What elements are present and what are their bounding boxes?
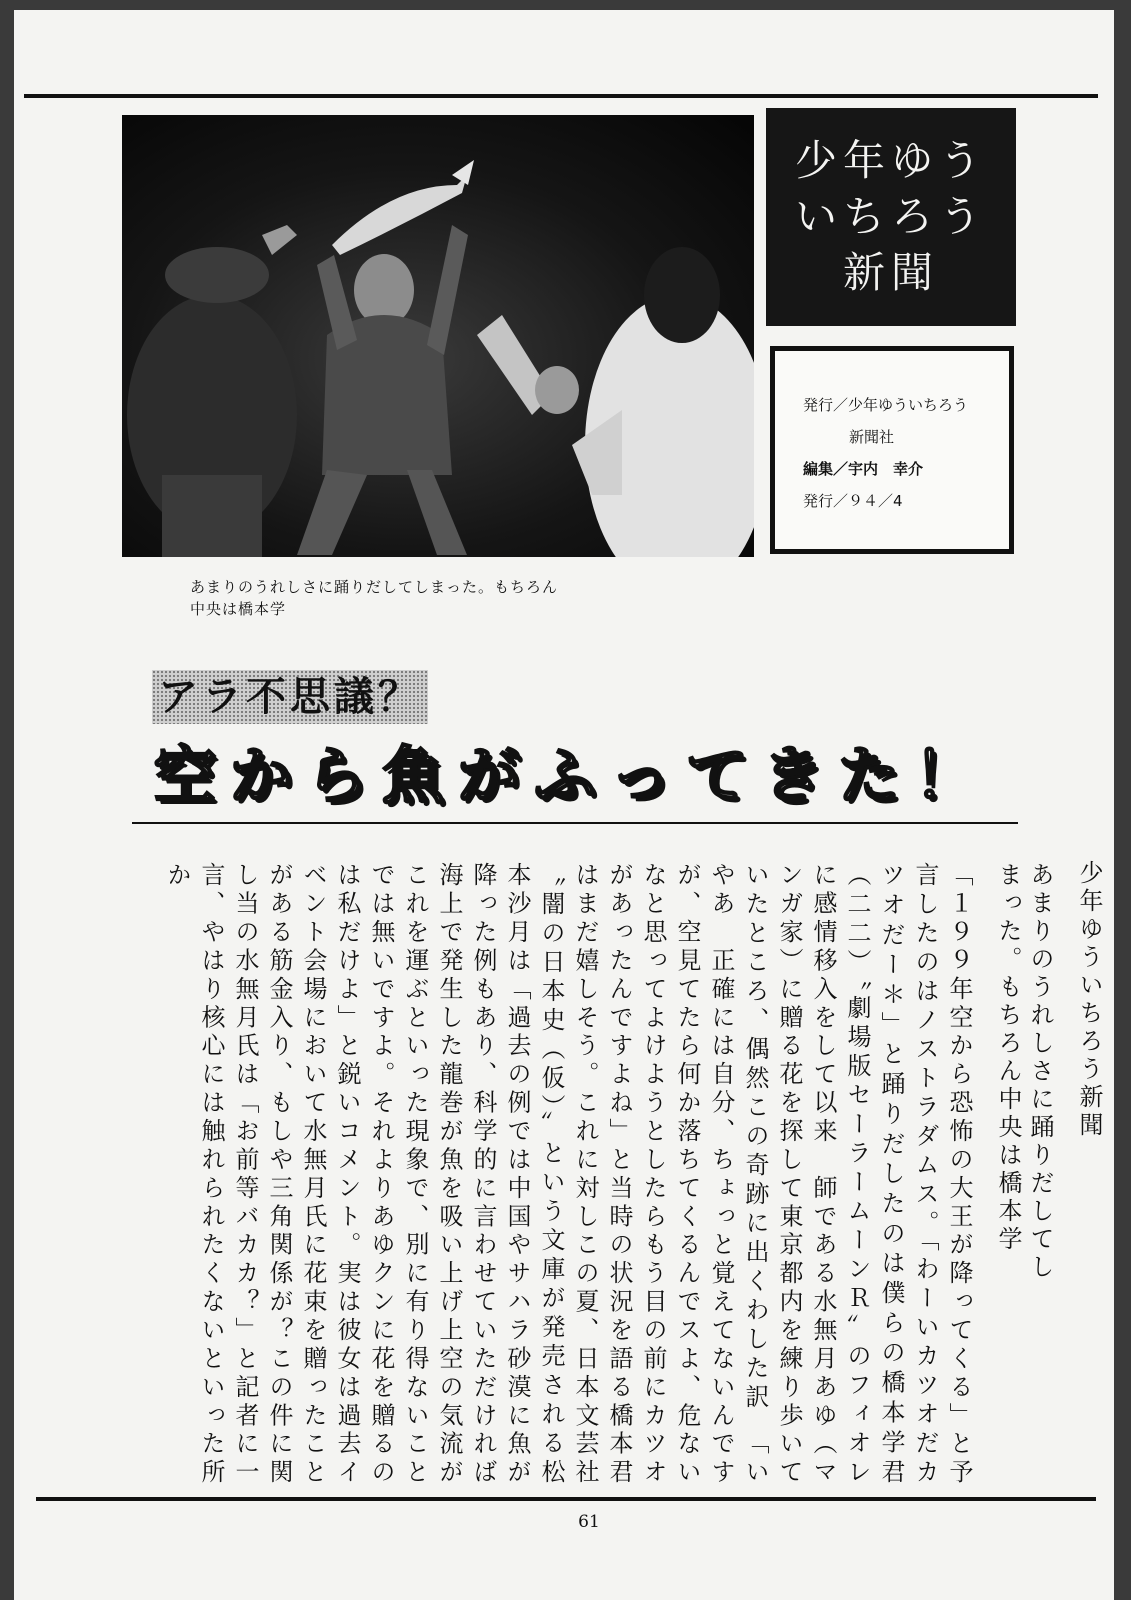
headline-rule [132,822,1018,824]
article-body: 「１９９年空から恐怖の大王が降ってくる」と予言したのはノストラダムス。「わーいカツオだカツオだー＊」と踊りだしたのは僕らの橋本学君（二二）〝劇場版セーラームーンＲ〟のフィオレに感情移入をして以来 師である水無月あゆ（マンガ家）に贈る花を探して東京都内を練り歩いていたところ、偶然この奇跡に出くわした訳 「いやあ 正確には自分、ちょっと覚えてないんですが、空見てたら何か落ちてくるんでスよ、危ないなと思ってよけようとしたらもう目の前にカツオがあったんですよね」と当時の状況を語る橋本君はまだ嬉しそう。これに対しこの夏、日本文芸社〝闇の日本史（仮）〟という文庫が発売される松本沙月は「過去の例では中国やサハラ砂漠に魚が降った例もあり、科学的に言わせていただければ海上で発生した龍巻が魚を吸い上げ上空の気流がこれを運ぶといった現象で、別に有り得ないことでは無いですよ。それよりあゆクンに花を贈るのは私だけよ」と鋭いコメント。実は彼女は過去イベント会場において水無月氏に花束を贈ったことがある筋金入り、もしや三角関係が？この件に関し当の水無月氏は「お前等バカカ？」と記者に一言、やはり核心には触れられたくないといった所か [163,862,973,1487]
main-headline: 空から魚がふってきた！ [154,739,991,812]
side-caption: あまりのうれしさに踊りだしてしまった。もちろん中央は橋本学 [994,862,1054,1282]
editor-line: 編集／宇内 幸介 [803,460,924,478]
masthead-title [766,108,1016,326]
kicker-headline: アラ不思議？ [152,670,428,724]
running-head: 少年ゆういちろう新聞 [1075,860,1103,1140]
publication-info [770,346,1014,554]
publisher-line: 発行／少年ゆういちろう [803,396,969,414]
photo [122,115,754,557]
publisher-cont-line: 新聞社 [849,428,895,446]
caption-line-2: 中央は橋本学 [190,600,287,618]
page [14,10,1114,1600]
masthead-line-1: 少年ゆう [794,136,987,185]
masthead-line-2: いちろう [794,192,987,241]
photo-caption [190,576,710,620]
caption-line-1: あまりのうれしさに踊りだしてしまった。もちろん [190,578,559,596]
page-number: 61 [578,1512,600,1532]
top-rule [24,94,1098,98]
photo-illustration [122,115,754,557]
masthead-line-3: 新聞 [842,248,939,297]
issue-line: 発行／９４／4 [803,492,903,510]
bottom-rule [36,1497,1096,1501]
